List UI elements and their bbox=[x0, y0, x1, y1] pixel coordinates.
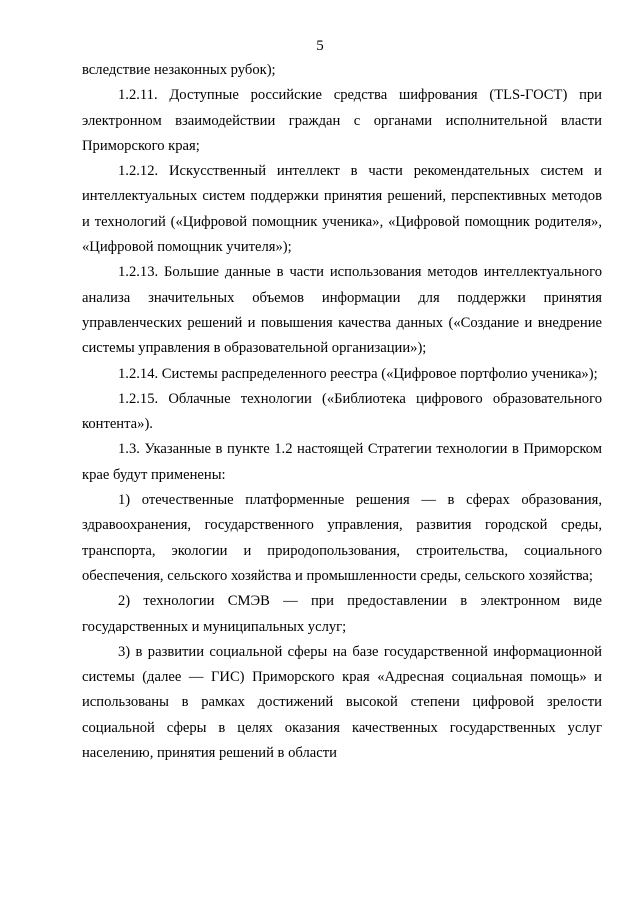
list-item-1: 1) отечественные платформенные решения — в сферах образования, здравоохранения, государственного управления, развития городской среды, транспорта, экологии и природопользования, строительства, социального обеспечения, сельского хозяйства и промышленности среды, сельского хозяйства; bbox=[82, 492, 602, 584]
paragraph-1-2-12: 1.2.12. Искусственный интеллект в части рекомендательных систем и интеллектуальных систем поддержки принятия решений, перспективных методов и технологий («Цифровой помощник ученика», «Цифровой помощник родителя», «Цифровой помощник учителя»); bbox=[82, 163, 602, 256]
paragraph-1-2-15: 1.2.15. Облачные технологии («Библиотека цифрового образовательного контента»). bbox=[82, 390, 602, 433]
list-item-3: 3) в развитии социальной сферы на базе государственной информационной системы (далее — ГИС) Приморского края «Адресная социальная помощь» и использованы в рамках достижений высокой степени цифровой зрелости социальной сферы в целях оказания качественных государственных услуг населению, принятия решений в области bbox=[82, 643, 602, 762]
paragraph-1-3: 1.3. Указанные в пункте 1.2 настоящей Стратегии технологии в Приморском крае будут применены: bbox=[82, 441, 602, 483]
paragraph-1-2-11: 1.2.11. Доступные российские средства шифрования (TLS-ГОСТ) при электронном взаимодействии граждан с органами исполнительной власти Приморского края; bbox=[82, 87, 602, 154]
document-body bbox=[82, 58, 602, 766]
paragraph-continuation: вследствие незаконных рубок); bbox=[82, 62, 276, 78]
paragraph-1-2-14: 1.2.14. Системы распределенного реестра («Цифровое портфолио ученика»); bbox=[118, 365, 598, 382]
list-item-2: 2) технологии СМЭВ — при предоставлении в электронном виде государственных и муниципальных услуг; bbox=[82, 593, 602, 635]
page-number: 5 bbox=[316, 38, 324, 54]
paragraph-1-2-13: 1.2.13. Большие данные в части использования методов интеллектуального анализа значительных объемов информации для поддержки принятия управленческих решений и повышения качества данных («Создание и внедрение системы управления в образовательной организации»); bbox=[82, 264, 602, 357]
